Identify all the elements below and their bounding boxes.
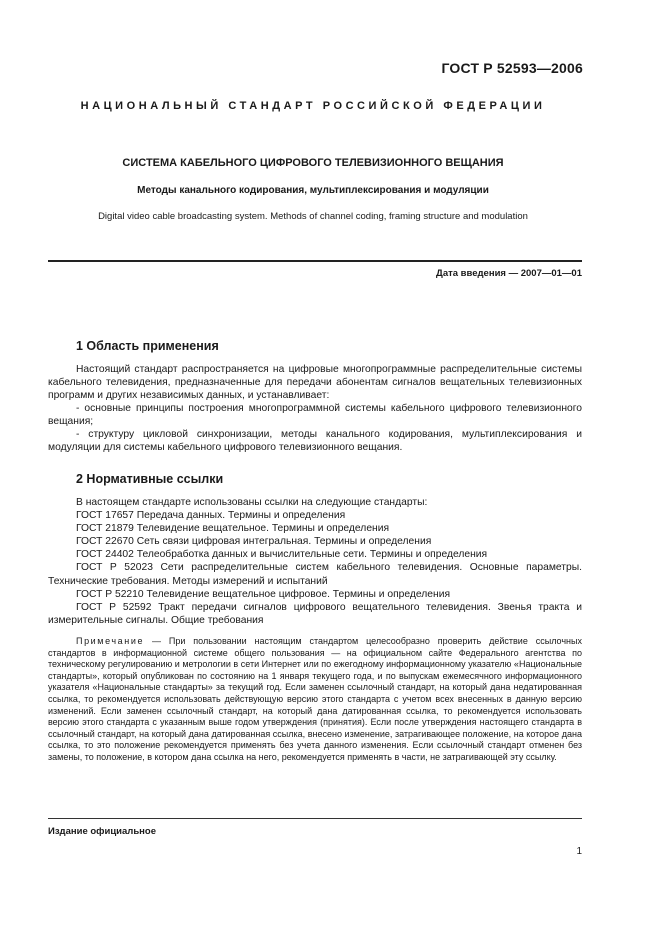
reference-item: ГОСТ Р 52210 Телевидение вещательное цифровое. Термины и определения — [76, 588, 451, 600]
header-divider — [48, 260, 582, 262]
references-intro: В настоящем стандарте использованы ссылки на следующие стандарты: — [76, 497, 428, 508]
reference-item: ГОСТ Р 52023 Сети распределительные систем кабельного телевидения. Основные параметры. Технические требования. Методы измерений и испытаний — [48, 562, 582, 587]
english-title: Digital video cable broadcasting system. Methods of channel coding, framing structure and modulation — [98, 211, 528, 222]
section-1-list-item: - основные принципы построения многопрограммной системы кабельного цифрового телевизионного вещания; — [48, 403, 582, 427]
introduction-date: Дата введения — 2007—01—01 — [436, 268, 582, 279]
edition-label: Издание официальное — [48, 826, 156, 837]
national-standard-banner: НАЦИОНАЛЬНЫЙ СТАНДАРТ РОССИЙСКОЙ ФЕДЕРАЦИИ — [80, 100, 546, 112]
page-number: 1 — [576, 846, 582, 857]
section-1-list-item: - структуру цикловой синхронизации, методы канального кодирования, мультиплексирования и модуляции для системы кабельного цифрового телевизионного вещания. — [48, 429, 582, 453]
document-subtitle: Методы канального кодирования, мультиплексирования и модуляции — [137, 185, 489, 196]
reference-item: ГОСТ Р 52592 Тракт передачи сигналов цифрового вещательного телевидения. Звенья тракта и измерительные сигналы. Общие требования — [48, 601, 582, 626]
document-id: ГОСТ Р 52593—2006 — [441, 60, 583, 76]
references-note — [48, 636, 582, 764]
footer-divider — [48, 818, 582, 819]
section-2-heading: 2 Нормативные ссылки — [76, 472, 224, 486]
document-title: СИСТЕМА КАБЕЛЬНОГО ЦИФРОВОГО ТЕЛЕВИЗИОННОГО ВЕЩАНИЯ — [122, 157, 504, 169]
reference-item: ГОСТ 24402 Телеобработка данных и вычислительные сети. Термины и определения — [76, 549, 488, 561]
section-1-body — [48, 363, 582, 454]
section-2-references — [48, 496, 582, 627]
reference-item: ГОСТ 22670 Сеть связи цифровая интегральная. Термины и определения — [76, 536, 432, 548]
note-label: Примечание — [76, 636, 145, 646]
reference-item: ГОСТ 21879 Телевидение вещательное. Термины и определения — [76, 523, 390, 535]
note-text: — При пользовании настоящим стандартом целесообразно проверить действие ссылочных стандартов в информационной системе общего пользования — на официальном сайте Федерального агентства по техническому регулированию и метрологии в сети Интернет или по ежегодному информационному указателю «Национальные стандарты», который опубликован по состоянию на 1 января текущего года, и по выпускам ежемесячного информационного указателя «Национальные стандарты» за текущий год. Если заменен ссылочный стандарт, на который дана недатированная ссылка, то рекомендуется использовать действующую версию этого стандарта с учетом всех внесенных в данную версию изменений. Если заменен ссылочный стандарт, на который дана датированная ссылка, то рекомендуется использовать версию этого стандарта с указанным выше годом утверждения (принятия). Если после утверждения настоящего стандарта в ссылочный стандарт, на который дана датированная ссылка, внесено изменение, затрагивающее положение, на которое дана ссылка, то это положение рекомендуется применять без учета данного изменения. Если ссылочный стандарт отменен без замены, то положение, в котором дана ссылка на него, рекомендуется применять в части, не затрагивающей эту ссылку. — [48, 636, 582, 762]
section-1-paragraph: Настоящий стандарт распространяется на цифровые многопрограммные распределительные системы кабельного телевидения, предназначенные для передачи абонентам сигналов вещательных телевизионных программ и других независимых данных, и устанавливает: — [48, 364, 582, 401]
reference-item: ГОСТ 17657 Передача данных. Термины и определения — [76, 510, 346, 522]
section-1-heading: 1 Область применения — [76, 339, 219, 353]
